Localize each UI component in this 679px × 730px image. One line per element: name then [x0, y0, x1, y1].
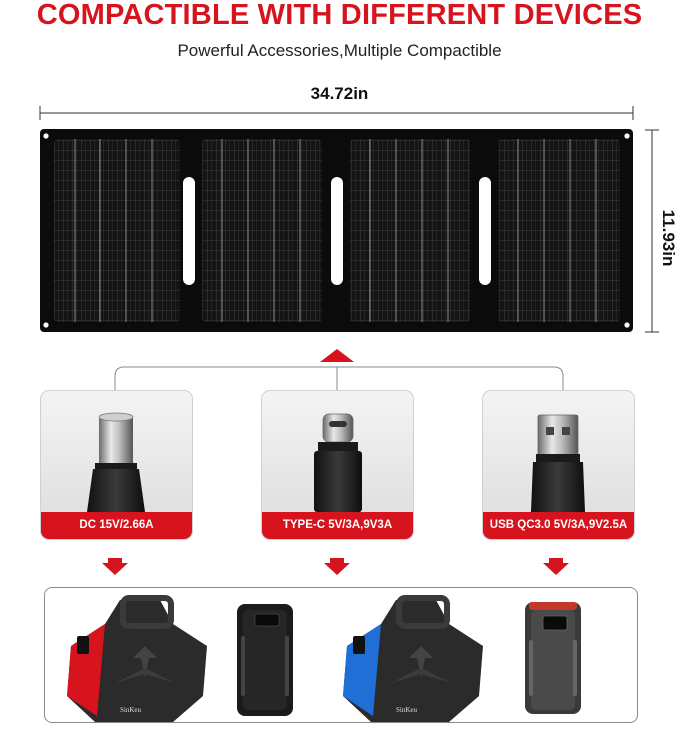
compatible-devices-panel	[44, 587, 638, 723]
brand-label: SinKeu	[120, 706, 141, 714]
down-arrow-icon	[324, 558, 350, 575]
usb-a-plug-icon	[483, 391, 634, 512]
down-arrow-icon	[543, 558, 569, 575]
connector-bracket	[115, 367, 563, 390]
handle-slot	[331, 177, 343, 285]
up-arrow-icon	[320, 349, 354, 362]
handle-slot	[479, 177, 491, 285]
connector-card-usb	[482, 390, 635, 540]
down-arrow-icon	[102, 558, 128, 575]
handle-slot	[183, 177, 195, 285]
connector-card-typec	[261, 390, 414, 540]
panel-height-label: 11.93in	[659, 209, 678, 267]
usb-c-plug-icon	[262, 391, 413, 512]
solar-cell-block	[54, 139, 180, 322]
connector-card-dc	[40, 390, 193, 540]
device-illustrations	[45, 588, 637, 722]
power-station-blue	[343, 598, 483, 722]
connector-label-usb: USB QC3.0 5V/3A,9V2.5A	[483, 512, 634, 539]
solar-cell-block	[350, 139, 470, 322]
height-dimension-line	[645, 130, 659, 332]
power-station-red	[67, 598, 207, 722]
panel-width-label: 34.72in	[310, 84, 369, 103]
solar-cell-block	[202, 139, 322, 322]
page-title: COMPACTIBLE WITH DIFFERENT DEVICES	[36, 0, 643, 31]
dc-barrel-plug-icon	[41, 391, 192, 512]
connector-label-dc: DC 15V/2.66A	[41, 512, 192, 539]
connector-label-typec: TYPE-C 5V/3A,9V3A	[262, 512, 413, 539]
solar-cell-block	[498, 139, 620, 322]
width-dimension-line	[40, 106, 633, 120]
brand-label: SinKeu	[396, 706, 417, 714]
power-bank-grey	[525, 602, 581, 714]
power-bank-black	[237, 604, 293, 716]
page-subtitle: Powerful Accessories,Multiple Compactible	[177, 41, 502, 60]
solar-panel	[40, 129, 633, 332]
